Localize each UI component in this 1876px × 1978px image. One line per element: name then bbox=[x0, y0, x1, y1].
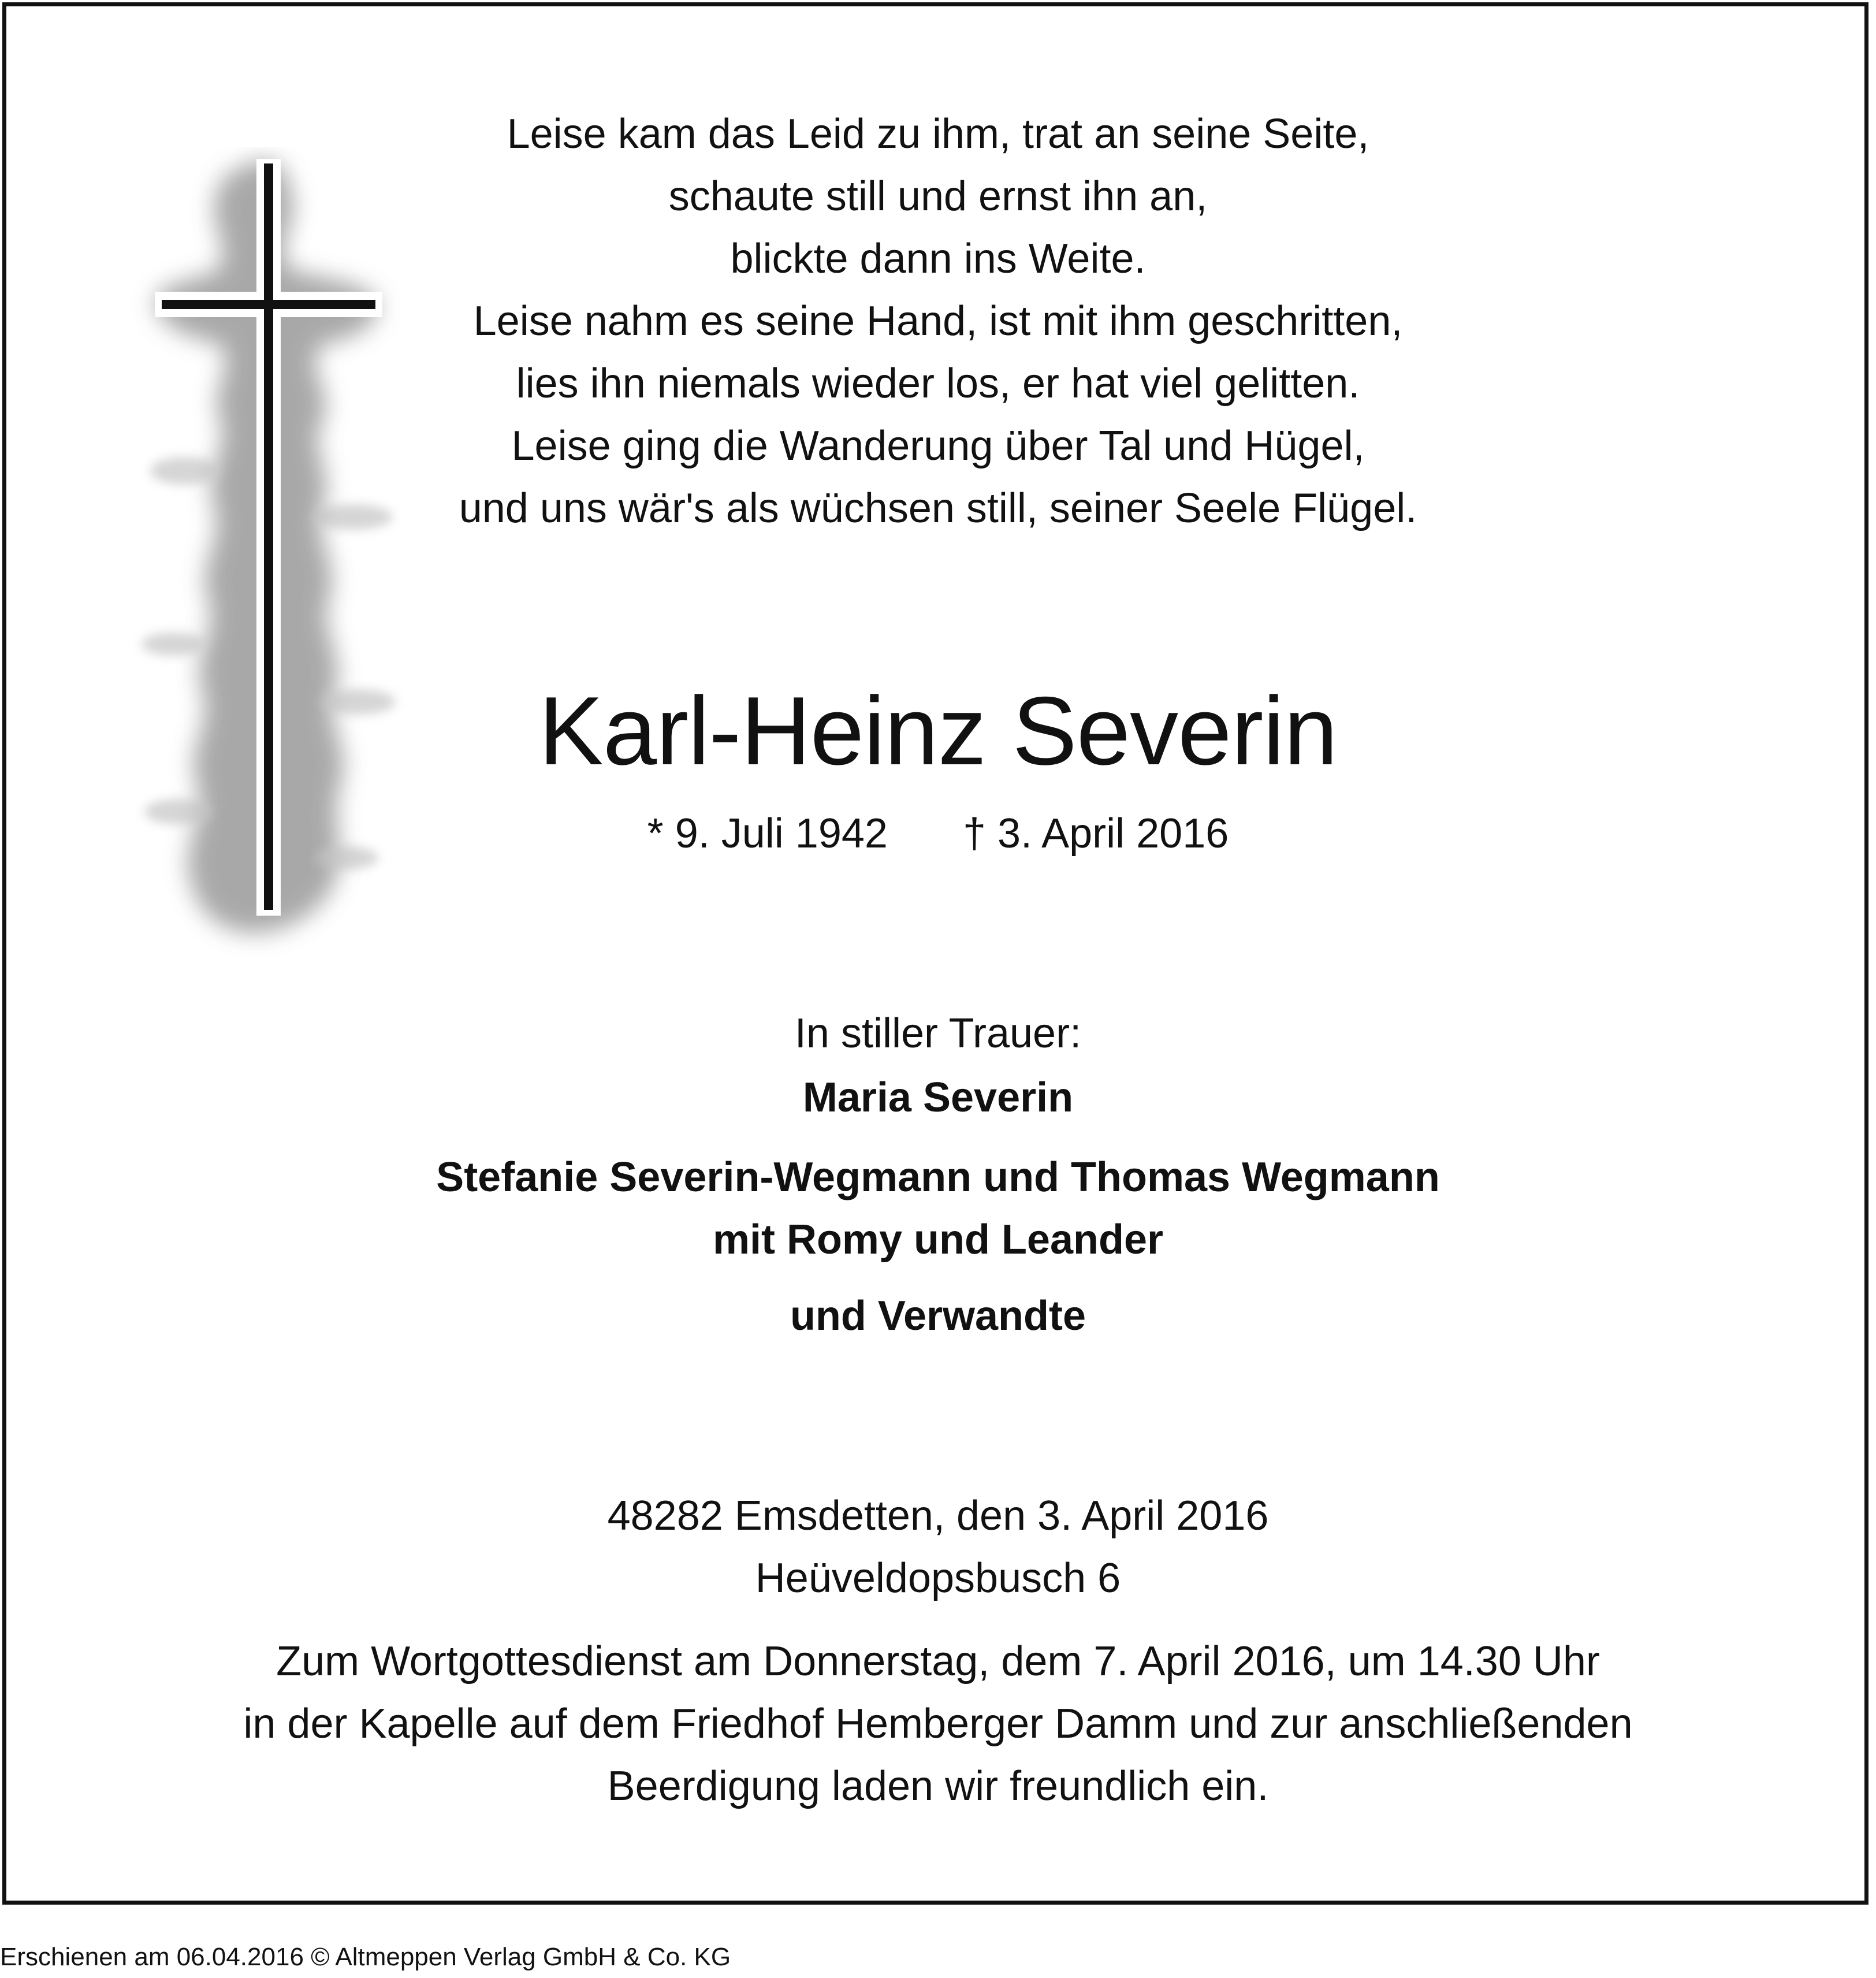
publication-credit: Erschienen am 06.04.2016 © Altmeppen Verlag GmbH & Co. KG bbox=[0, 1943, 731, 1971]
mourning-intro: In stiller Trauer: bbox=[794, 1010, 1082, 1057]
address: Heüveldopsbusch 6 bbox=[755, 1555, 1121, 1601]
life-dates bbox=[0, 808, 1876, 860]
poem-line: und uns wär's als wüchsen still, seiner Seele Flügel. bbox=[459, 485, 1417, 531]
poem-line: blickte dann ins Weite. bbox=[730, 236, 1146, 282]
poem-line: Leise nahm es seine Hand, ist mit ihm geschritten, bbox=[473, 298, 1403, 344]
place-date: 48282 Emsdetten, den 3. April 2016 bbox=[607, 1493, 1269, 1539]
poem-line: Leise ging die Wanderung über Tal und Hügel, bbox=[511, 423, 1365, 469]
mourner-name: mit Romy und Leander bbox=[712, 1217, 1164, 1263]
mourner-name: und Verwandte bbox=[790, 1293, 1086, 1339]
invitation-line: in der Kapelle auf dem Friedhof Hemberger Damm und zur anschließenden bbox=[243, 1701, 1633, 1747]
poem-line: Leise kam das Leid zu ihm, trat an seine Seite, bbox=[507, 111, 1369, 157]
mourner-name: Stefanie Severin-Wegmann und Thomas Wegmann bbox=[436, 1154, 1440, 1200]
poem bbox=[0, 103, 1876, 540]
poem-line: lies ihn niemals wieder los, er hat viel gelitten. bbox=[516, 360, 1360, 407]
poem-line: schaute still und ernst ihn an, bbox=[668, 173, 1208, 220]
mourner-name: Maria Severin bbox=[802, 1074, 1074, 1121]
birth-date: * 9. Juli 1942 bbox=[647, 810, 888, 857]
death-date: † 3. April 2016 bbox=[962, 810, 1229, 857]
funeral-invitation bbox=[0, 1630, 1876, 1817]
invitation-line: Beerdigung laden wir freundlich ein. bbox=[607, 1763, 1269, 1809]
invitation-line: Zum Wortgottesdienst am Donnerstag, dem 7. April 2016, um 14.30 Uhr bbox=[276, 1638, 1600, 1685]
deceased-name: Karl-Heinz Severin bbox=[538, 676, 1338, 785]
